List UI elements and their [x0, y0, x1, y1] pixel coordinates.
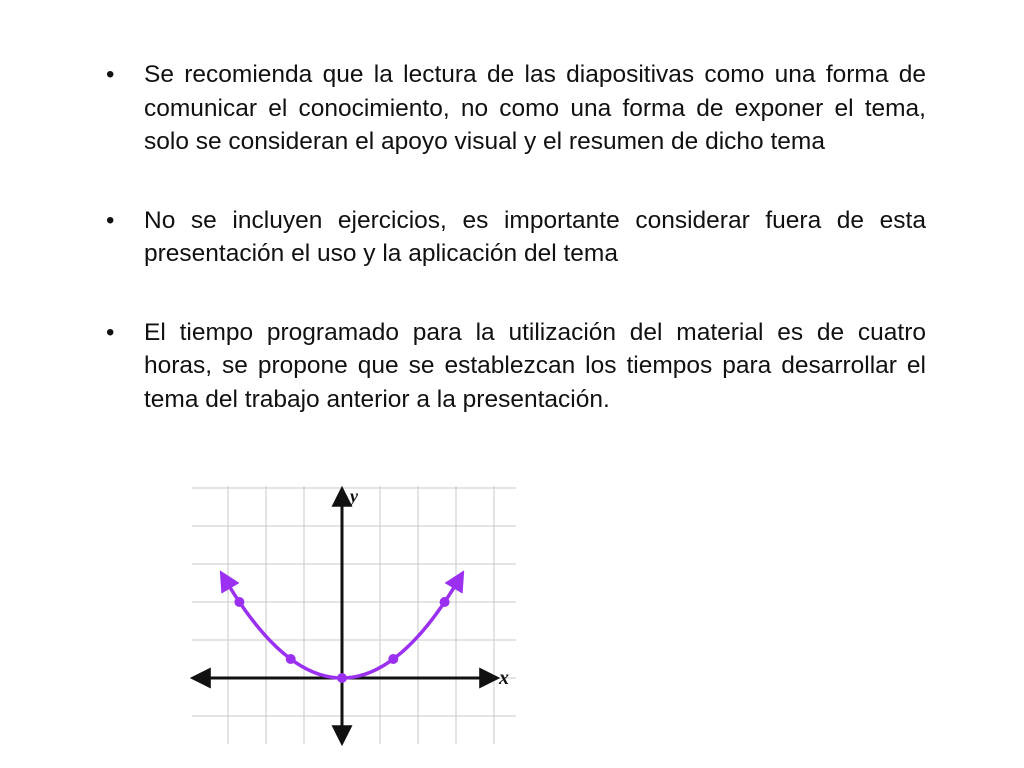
curve-point [286, 654, 296, 664]
bullet-marker: • [106, 206, 115, 234]
bullet-marker: • [106, 61, 115, 88]
bullet-text: Se recomienda que la lectura de las diapositivas como una forma de comunicar el conocimiento, no como una forma de exponer el tema, solo se consideran el apoyo visual y el resumen de dicho tema [144, 61, 926, 155]
bullet-item [100, 316, 926, 417]
y-axis-label: y [350, 486, 358, 506]
bullet-marker: • [106, 318, 115, 346]
grid-lines [192, 486, 516, 744]
axes [194, 490, 496, 742]
x-axis-label: x [499, 667, 509, 689]
curve-point [388, 654, 398, 664]
bullet-text: No se incluyen ejercicios, es importante considerar fuera de esta presentación el uso y la aplicación del tema [144, 206, 926, 267]
parabola-graph [186, 478, 526, 748]
bullet-item [100, 58, 926, 159]
bullet-text: El tiempo programado para la utilización del material es de cuatro horas, se propone que se establezcan los tiempos para desarrollar el tema del trabajo anterior a la presentación. [144, 318, 926, 413]
curve-point [440, 597, 450, 607]
bullet-item [100, 204, 926, 271]
curve-point [234, 597, 244, 607]
curve-point [337, 673, 347, 683]
bullet-list [100, 58, 926, 461]
